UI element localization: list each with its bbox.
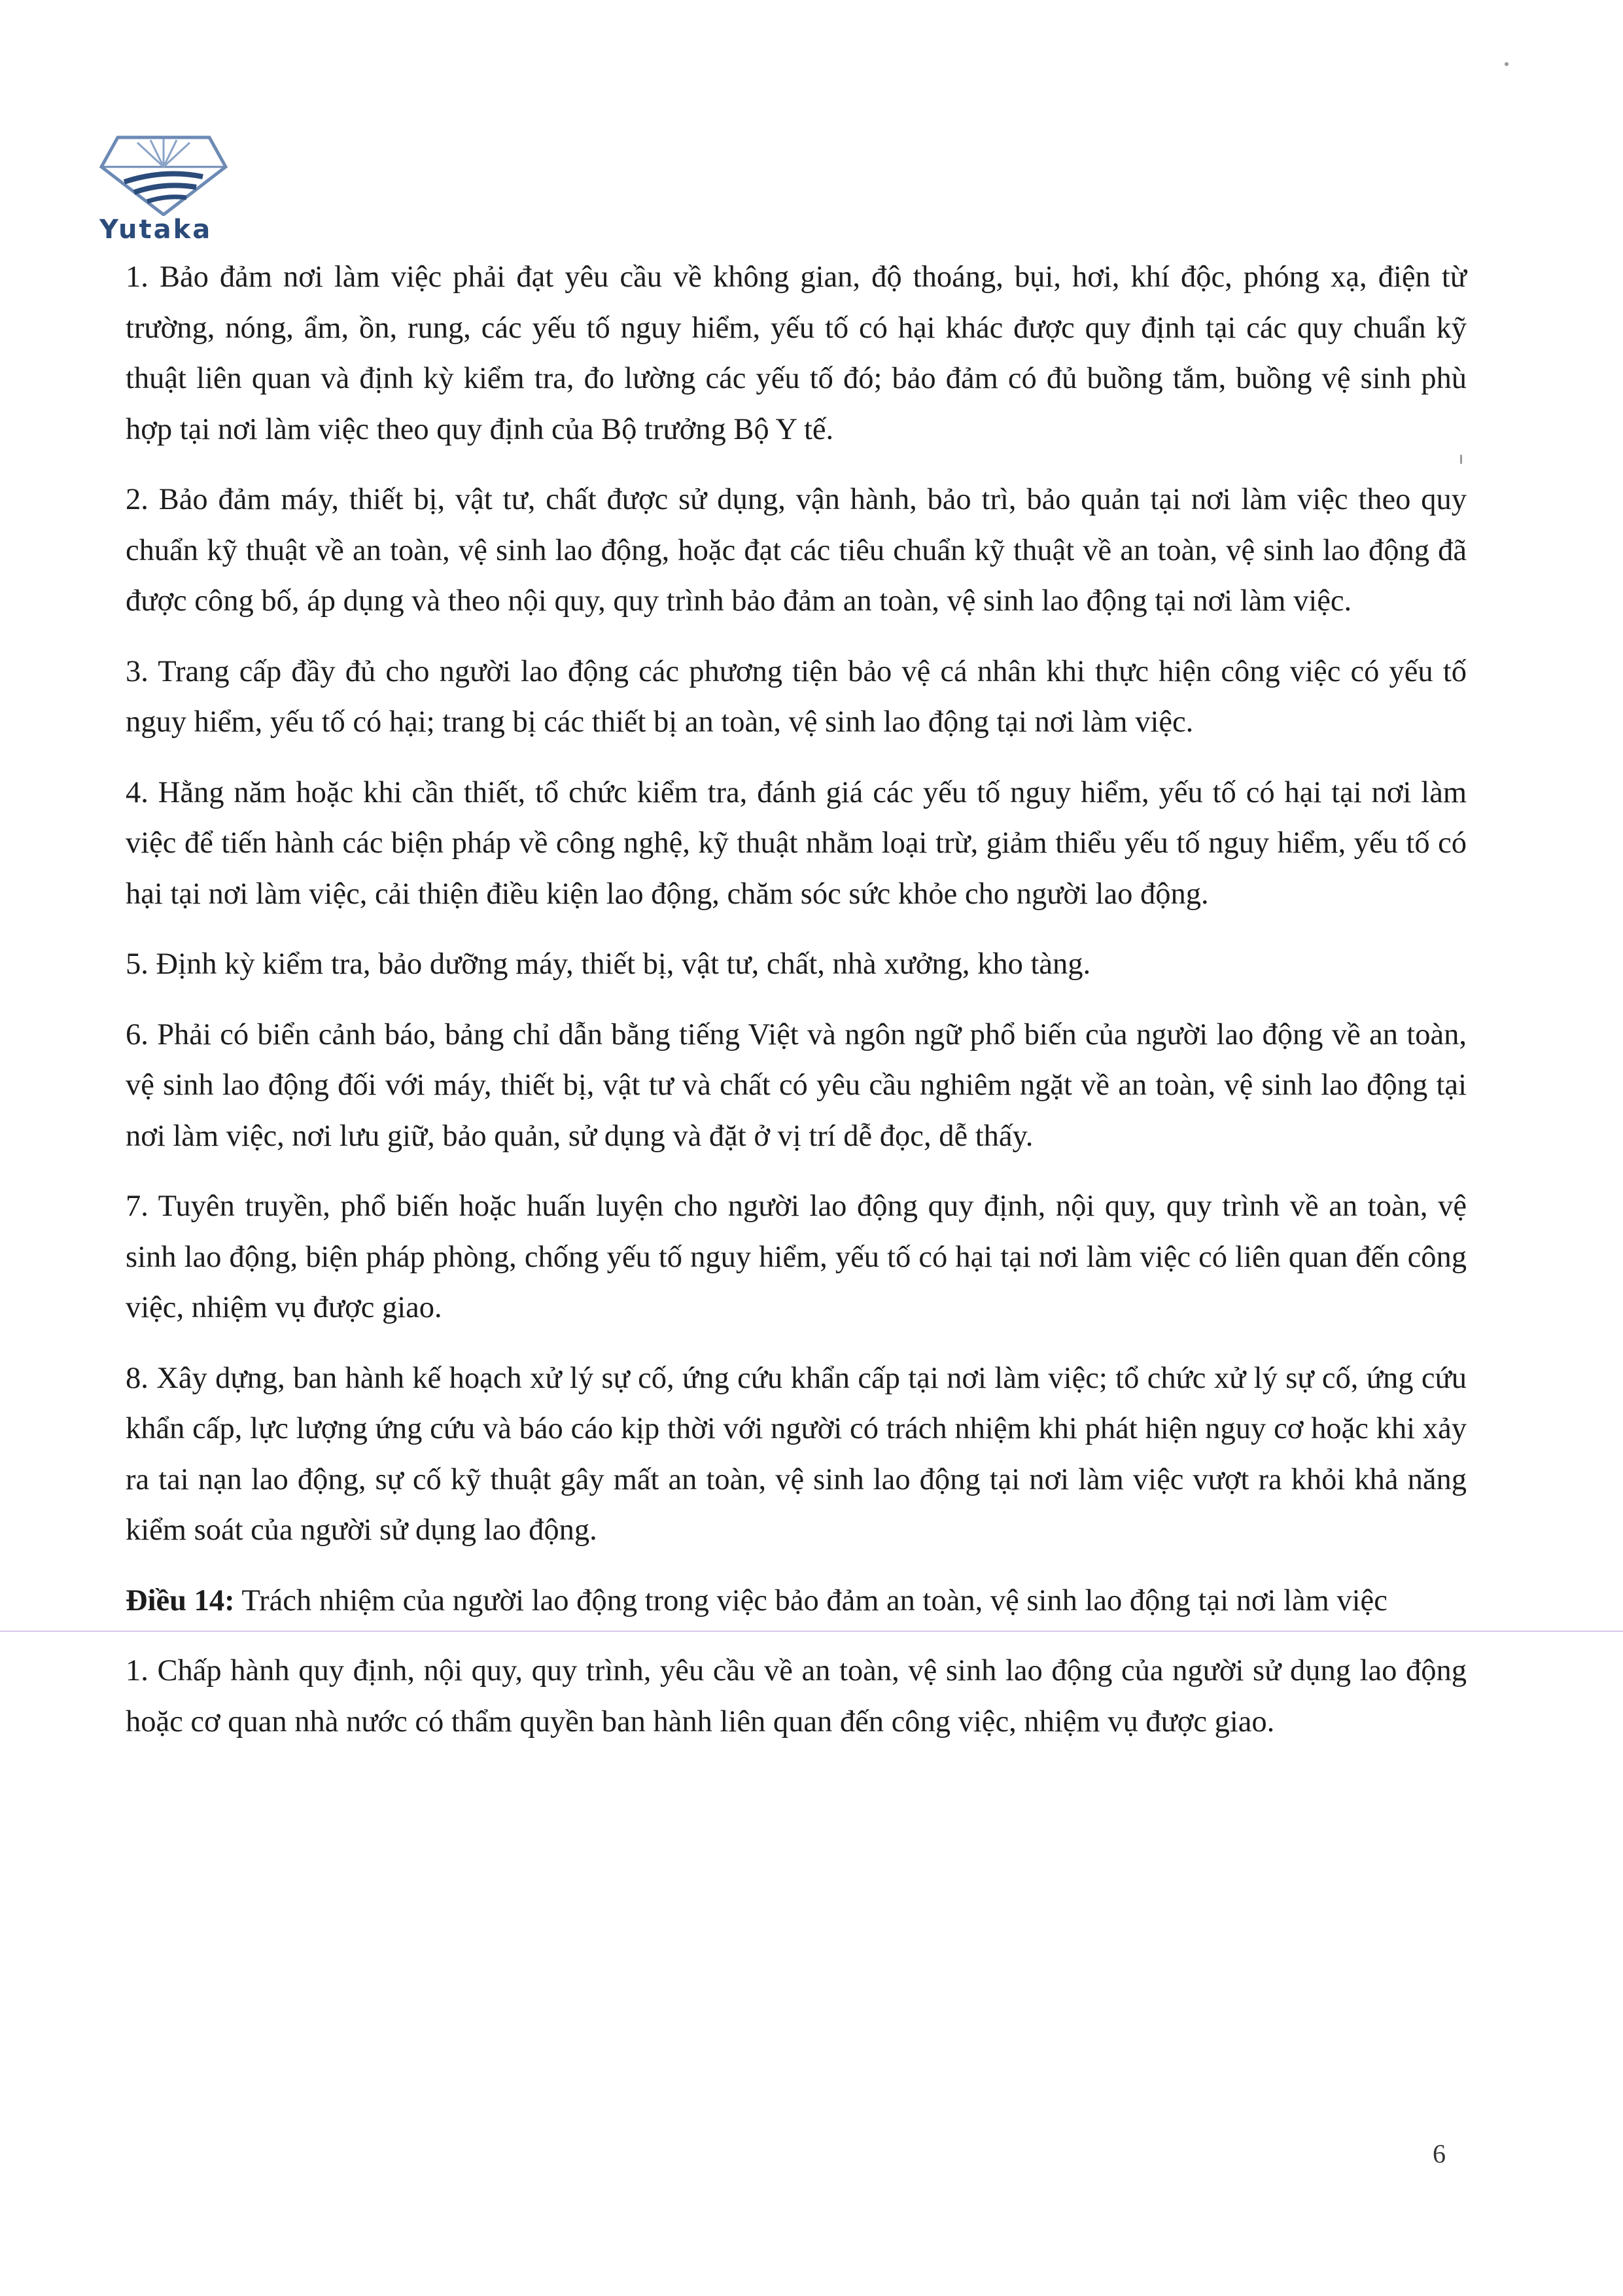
paragraph-8: 8. Xây dựng, ban hành kế hoạch xử lý sự cố, ứng cứu khẩn cấp tại nơi làm việc; tổ chức xử lý sự cố, ứng cứu khẩn cấp, lực lượng ứng cứu và báo cáo kịp thời với người có trách nhiệm khi phát hiện nguy cơ hoặc khi xảy ra tai nạn lao động, sự cố kỹ thuật gây mất an toàn, vệ sinh lao động tại nơi làm việc vượt ra khỏi khả năng kiểm soát của người sử dụng lao động. bbox=[126, 1361, 1467, 1547]
article-14-label: Điều 14: bbox=[126, 1583, 235, 1617]
company-logo bbox=[92, 131, 249, 249]
logo-wordmark: Yutaka bbox=[99, 215, 213, 245]
paragraph-1: 1. Bảo đảm nơi làm việc phải đạt yêu cầu về không gian, độ thoáng, bụi, hơi, khí độc, phóng xạ, điện từ trường, nóng, ẩm, ồn, rung, các yếu tố nguy hiểm, yếu tố có hại khác được quy định tại các quy chuẩn kỹ thuật liên quan và định kỳ kiểm tra, đo lường các yếu tố đó; bảo đảm có đủ buồng tắm, buồng vệ sinh phù hợp tại nơi làm việc theo quy định của Bộ trưởng Bộ Y tế. bbox=[126, 260, 1467, 446]
scan-speck bbox=[1505, 62, 1509, 66]
page-number: 6 bbox=[1433, 2139, 1446, 2168]
article-14-paragraph-1: 1. Chấp hành quy định, nội quy, quy trình, yêu cầu về an toàn, vệ sinh lao động của người sử dụng lao động hoặc cơ quan nhà nước có thẩm quyền ban hành liên quan đến công việc, nhiệm vụ được giao. bbox=[126, 1654, 1467, 1739]
paragraph-4: 4. Hằng năm hoặc khi cần thiết, tổ chức kiểm tra, đánh giá các yếu tố nguy hiểm, yếu tố có hại tại nơi làm việc để tiến hành các biện pháp về công nghệ, kỹ thuật nhằm loại trừ, giảm thiểu yếu tố nguy hiểm, yếu tố có hại tại nơi làm việc, cải thiện điều kiện lao động, chăm sóc sức khỏe cho người lao động. bbox=[126, 775, 1467, 911]
document-body bbox=[126, 252, 1467, 1747]
paragraph-6: 6. Phải có biển cảnh báo, bảng chỉ dẫn bằng tiếng Việt và ngôn ngữ phổ biến của người lao động về an toàn, vệ sinh lao động đối với máy, thiết bị, vật tư và chất có yêu cầu nghiêm ngặt về an toàn, vệ sinh lao động tại nơi làm việc, nơi lưu giữ, bảo quản, sử dụng và đặt ở vị trí dễ đọc, dễ thấy. bbox=[126, 1017, 1467, 1153]
paragraph-5: 5. Định kỳ kiểm tra, bảo dưỡng máy, thiết bị, vật tư, chất, nhà xưởng, kho tàng. bbox=[126, 947, 1091, 981]
paragraph-2: 2. Bảo đảm máy, thiết bị, vật tư, chất được sử dụng, vận hành, bảo trì, bảo quản tại nơi làm việc theo quy chuẩn kỹ thuật về an toàn, vệ sinh lao động, hoặc đạt các tiêu chuẩn kỹ thuật về an toàn, vệ sinh lao động đã được công bố, áp dụng và theo nội quy, quy trình bảo đảm an toàn, vệ sinh lao động tại nơi làm việc. bbox=[126, 483, 1467, 618]
article-14-heading bbox=[126, 1576, 1467, 1627]
article-14-title: Trách nhiệm của người lao động trong việc bảo đảm an toàn, vệ sinh lao động tại nơi làm việc bbox=[234, 1583, 1387, 1617]
diamond-sunrise-logo-icon bbox=[98, 131, 229, 216]
paragraph-3: 3. Trang cấp đầy đủ cho người lao động các phương tiện bảo vệ cá nhân khi thực hiện công việc có yếu tố nguy hiểm, yếu tố có hại; trang bị các thiết bị an toàn, vệ sinh lao động tại nơi làm việc. bbox=[126, 654, 1467, 739]
paragraph-7: 7. Tuyên truyền, phổ biến hoặc huấn luyện cho người lao động quy định, nội quy, quy trình về an toàn, vệ sinh lao động, biện pháp phòng, chống yếu tố nguy hiểm, yếu tố có hại tại nơi làm việc có liên quan đến công việc, nhiệm vụ được giao. bbox=[126, 1190, 1467, 1324]
